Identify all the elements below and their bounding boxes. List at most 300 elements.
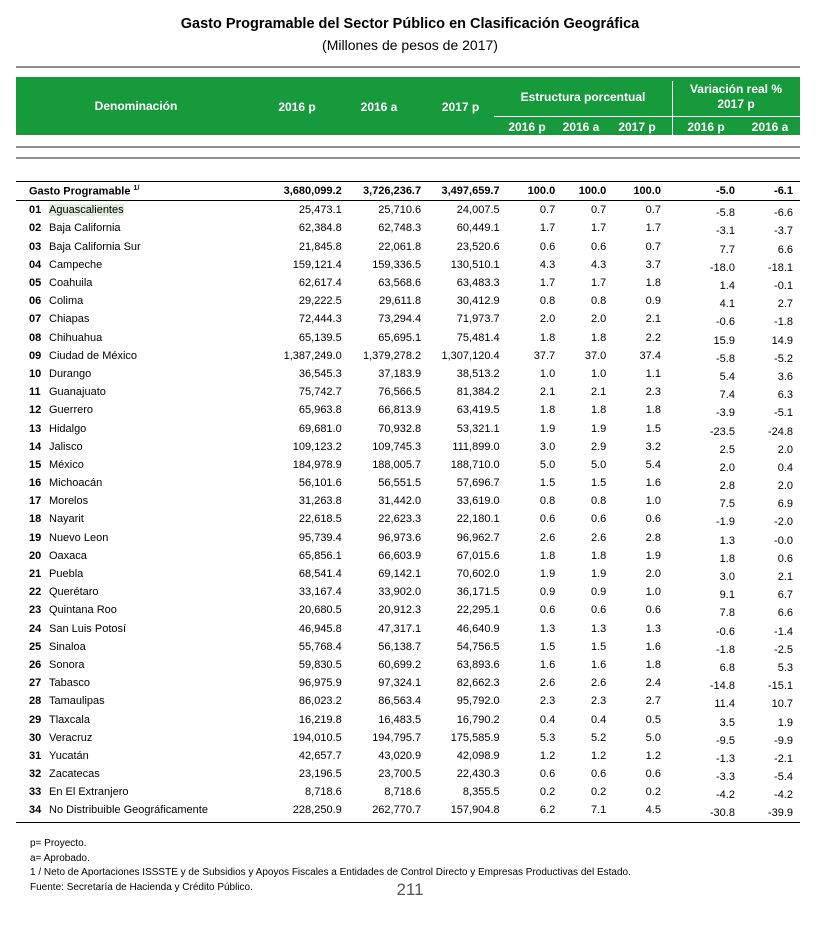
row-name: Tabasco	[49, 677, 90, 690]
row-name: Morelos	[49, 495, 89, 508]
cell-var-2016a	[735, 783, 800, 801]
header-estructura: Estructura porcentual	[520, 90, 646, 104]
table-row	[16, 329, 800, 347]
cell-2016a: 31,442.0	[378, 495, 422, 508]
cell-pct-2016p: 0.8	[539, 295, 556, 308]
cell-pct-2016p: 1.5	[539, 640, 556, 653]
cell-pct-2016p: 6.2	[539, 804, 556, 817]
cell-var-2016p-value: -1.9	[716, 516, 735, 529]
cell-2016a: 43,020.9	[378, 749, 422, 762]
row-name-cell	[16, 401, 262, 419]
row-name: Colima	[49, 295, 84, 308]
table-row	[16, 438, 800, 456]
cell-var-2016a	[735, 801, 800, 819]
row-name: Oaxaca	[49, 549, 87, 562]
header-variacion	[672, 82, 800, 112]
cell-pct-2016a: 0.6	[591, 513, 607, 526]
cell-2016a: 8,718.6	[384, 786, 422, 799]
table-row	[16, 656, 800, 674]
cell-pct-2016p: 2.6	[539, 677, 556, 690]
cell-var-2016a-value: 2.0	[777, 480, 793, 493]
cell-var-2016a	[735, 238, 800, 256]
cell-2017p: 42,098.9	[456, 749, 500, 762]
table-row	[16, 347, 800, 365]
total-var-2016a: -6.1	[735, 182, 800, 201]
cell-pct-2016a: 2.0	[591, 313, 607, 326]
cell-pct-2017p: 4.5	[645, 804, 661, 817]
cell-var-2016p-value: -23.5	[709, 425, 735, 438]
row-name-cell	[16, 256, 262, 274]
cell-var-2016a	[735, 529, 800, 547]
row-name: Chiapas	[49, 313, 90, 326]
cell-pct-2016a: 0.8	[591, 495, 607, 508]
row-name: No Distribuible Geográficamente	[49, 804, 208, 817]
cell-var-2016a	[735, 329, 800, 347]
cell-2017p: 63,419.5	[456, 404, 500, 417]
cell-2016p: 22,618.5	[298, 513, 342, 526]
cell-var-2016p	[661, 601, 735, 619]
cell-var-2016p-value: -3.1	[716, 225, 735, 238]
cell-var-2016p-value: 1.8	[719, 552, 735, 565]
cell-var-2016p-value: 2.0	[719, 461, 735, 474]
cell-pct-2017p: 1.6	[645, 640, 661, 653]
cell-2016a: 96,973.6	[378, 531, 422, 544]
row-name-cell	[16, 238, 262, 256]
cell-var-2016p	[661, 274, 735, 292]
cell-pct-2016a: 2.9	[591, 440, 607, 453]
cell-2016p: 228,250.9	[292, 804, 342, 817]
cell-pct-2016p: 37.7	[533, 349, 556, 362]
cell-2017p: 96,962.7	[456, 531, 500, 544]
cell-var-2016p	[661, 765, 735, 783]
cell-pct-2016p: 2.6	[539, 531, 556, 544]
row-name-cell	[16, 365, 262, 383]
cell-var-2016p	[661, 529, 735, 547]
cell-2016p: 1,387,249.0	[283, 349, 342, 362]
row-name: Sonora	[49, 658, 85, 671]
cell-2017p: 81,384.2	[456, 386, 500, 399]
header-2016p: 2016 p	[278, 100, 316, 114]
cell-var-2016a	[735, 765, 800, 783]
cell-var-2016p	[661, 456, 735, 474]
table-row	[16, 547, 800, 565]
row-number: 16	[29, 477, 42, 490]
cell-2016a: 73,294.4	[378, 313, 422, 326]
cell-pct-2016p: 1.5	[539, 477, 556, 490]
cell-2016a: 56,551.5	[378, 477, 422, 490]
cell-2016p: 86,023.2	[298, 695, 342, 708]
row-name-cell	[16, 765, 262, 783]
cell-var-2016p-value: 7.7	[719, 243, 735, 256]
table-header	[16, 77, 800, 135]
cell-var-2016a	[735, 620, 800, 638]
row-name: Chihuahua	[49, 331, 103, 344]
cell-var-2016p	[661, 747, 735, 765]
cell-pct-2016p: 1.9	[539, 568, 556, 581]
table-row	[16, 419, 800, 437]
cell-var-2016a-value: -0.0	[774, 534, 793, 547]
cell-pct-2017p: 1.0	[645, 586, 661, 599]
mid-rule-1	[16, 146, 800, 148]
cell-pct-2016p: 1.8	[539, 549, 556, 562]
row-name-cell	[16, 656, 262, 674]
cell-var-2016a	[735, 201, 800, 220]
row-number: 15	[29, 458, 42, 471]
cell-pct-2016p: 0.6	[539, 604, 556, 617]
table-row	[16, 201, 800, 220]
cell-pct-2017p: 0.6	[645, 604, 661, 617]
top-rule	[16, 66, 800, 68]
row-name: Nayarit	[49, 513, 84, 526]
row-name-cell	[16, 565, 262, 583]
subheader-2017p: 2017 p	[618, 120, 656, 134]
cell-2017p: 71,973.7	[456, 313, 500, 326]
cell-pct-2017p: 5.0	[645, 731, 661, 744]
cell-pct-2016a: 0.8	[591, 295, 607, 308]
row-number: 02	[29, 222, 42, 235]
row-name-cell	[16, 583, 262, 601]
cell-2016p: 159,121.4	[292, 258, 342, 271]
cell-2017p: 70,602.0	[456, 568, 500, 581]
cell-2016p: 8,718.6	[305, 786, 342, 799]
cell-2017p: 22,180.1	[456, 513, 500, 526]
cell-var-2016a-value: -4.2	[774, 789, 793, 802]
cell-var-2016p-value: -18.0	[709, 261, 735, 274]
cell-var-2016a-value: 6.7	[777, 589, 793, 602]
row-number: 28	[29, 695, 42, 708]
row-name: Querétaro	[49, 586, 99, 599]
row-number: 03	[29, 240, 42, 253]
cell-var-2016p	[661, 329, 735, 347]
cell-var-2016p-value: -5.8	[716, 352, 735, 365]
cell-2016p: 31,263.8	[298, 495, 342, 508]
cell-2017p: 54,756.5	[456, 640, 500, 653]
table-row	[16, 510, 800, 528]
header-denominacion: Denominación	[94, 99, 178, 113]
cell-var-2016p	[661, 801, 735, 819]
cell-2016p: 65,856.1	[298, 549, 342, 562]
cell-var-2016a	[735, 547, 800, 565]
cell-var-2016p	[661, 565, 735, 583]
row-name-cell	[16, 547, 262, 565]
cell-2016a: 33,902.0	[378, 586, 422, 599]
cell-2016p: 69,681.0	[298, 422, 342, 435]
cell-var-2016p	[661, 365, 735, 383]
cell-2017p: 8,355.5	[462, 786, 500, 799]
total-pct-2016a: 100.0	[555, 182, 606, 201]
cell-pct-2016p: 0.6	[539, 513, 556, 526]
table-row	[16, 456, 800, 474]
cell-2016a: 66,813.9	[378, 404, 422, 417]
table-row	[16, 256, 800, 274]
cell-pct-2016a: 5.2	[591, 731, 607, 744]
cell-var-2016a	[735, 347, 800, 365]
cell-var-2016a-value: 6.6	[777, 607, 793, 620]
cell-2016a: 29,611.8	[379, 295, 422, 308]
cell-2016p: 65,139.5	[298, 331, 342, 344]
cell-pct-2017p: 2.3	[645, 386, 661, 399]
cell-pct-2016a: 1.6	[591, 658, 607, 671]
cell-var-2016p	[661, 674, 735, 692]
cell-2016p: 62,384.8	[298, 222, 342, 235]
cell-var-2016p-value: 7.5	[719, 498, 735, 511]
row-number: 33	[29, 786, 42, 799]
cell-2016a: 66,603.9	[378, 549, 422, 562]
cell-var-2016p-value: 6.8	[719, 661, 735, 674]
cell-2016a: 16,483.5	[378, 713, 422, 726]
subheader-var-2016a: 2016 a	[751, 120, 789, 134]
cell-pct-2016p: 2.0	[539, 313, 556, 326]
row-number: 34	[29, 804, 42, 817]
cell-2016a: 22,623.3	[378, 513, 422, 526]
cell-var-2016p	[661, 256, 735, 274]
cell-pct-2017p: 3.2	[645, 440, 661, 453]
row-number: 19	[29, 531, 42, 544]
cell-pct-2016a: 4.3	[591, 258, 607, 271]
row-name-cell	[16, 310, 262, 328]
cell-2016p: 68,541.4	[298, 568, 342, 581]
cell-2017p: 38,513.2	[456, 367, 500, 380]
row-name-cell	[16, 729, 262, 747]
cell-var-2016a-value: 0.6	[777, 552, 793, 565]
cell-var-2016a	[735, 656, 800, 674]
cell-var-2016p-value: 3.5	[719, 716, 735, 729]
row-name-cell	[16, 492, 262, 510]
cell-pct-2016p: 1.9	[539, 422, 556, 435]
cell-var-2016p	[661, 201, 735, 220]
cell-2016p: 29,222.5	[298, 295, 342, 308]
cell-pct-2016p: 3.0	[539, 440, 556, 453]
cell-var-2016p	[661, 510, 735, 528]
cell-pct-2016a: 0.9	[591, 586, 607, 599]
cell-var-2016p	[661, 419, 735, 437]
bottom-rule	[16, 822, 800, 823]
cell-pct-2016a: 1.5	[591, 640, 607, 653]
cell-2016a: 109,745.3	[372, 440, 422, 453]
table-row	[16, 765, 800, 783]
cell-pct-2017p: 2.8	[645, 531, 661, 544]
cell-2017p: 24,007.5	[456, 204, 500, 217]
cell-var-2016a	[735, 692, 800, 710]
cell-2016p: 59,830.5	[298, 658, 342, 671]
cell-var-2016a-value: 5.3	[777, 661, 793, 674]
total-2017p: 3,497,659.7	[421, 182, 500, 201]
header-divider	[494, 116, 800, 117]
cell-var-2016a	[735, 565, 800, 583]
data-table-body	[16, 182, 800, 820]
cell-2016a: 37,183.9	[378, 367, 422, 380]
cell-2016a: 97,324.1	[378, 677, 422, 690]
cell-pct-2016a: 1.7	[591, 222, 607, 235]
cell-pct-2016p: 1.7	[539, 222, 556, 235]
row-name: Michoacán	[49, 477, 103, 490]
subheader-var-2016p: 2016 p	[687, 120, 725, 134]
cell-var-2016a	[735, 274, 800, 292]
cell-pct-2017p: 1.5	[645, 422, 661, 435]
row-name: Quintana Roo	[49, 604, 117, 617]
cell-var-2016p-value: -1.3	[716, 752, 735, 765]
cell-2017p: 82,662.3	[456, 677, 500, 690]
cell-var-2016a	[735, 401, 800, 419]
cell-var-2016p	[661, 638, 735, 656]
cell-2016a: 62,748.3	[378, 222, 422, 235]
cell-pct-2017p: 1.8	[645, 404, 661, 417]
cell-var-2016p-value: -0.6	[716, 316, 735, 329]
row-name: Ciudad de México	[49, 349, 138, 362]
cell-var-2016a-value: 10.7	[771, 698, 793, 711]
table-row	[16, 492, 800, 510]
cell-var-2016p-value: -1.8	[716, 643, 735, 656]
total-name: Gasto Programable	[29, 185, 131, 198]
cell-var-2016a-value: -3.7	[774, 225, 793, 238]
cell-2016a: 76,566.5	[378, 386, 422, 399]
cell-2016p: 75,742.7	[298, 386, 342, 399]
cell-pct-2016a: 7.1	[591, 804, 607, 817]
cell-pct-2017p: 1.9	[645, 549, 661, 562]
cell-var-2016a	[735, 292, 800, 310]
row-name: Durango	[49, 367, 92, 380]
table-row	[16, 729, 800, 747]
cell-pct-2016p: 0.4	[539, 713, 556, 726]
row-number: 27	[29, 677, 42, 690]
subheader-2016a: 2016 a	[562, 120, 600, 134]
row-number: 22	[29, 586, 42, 599]
row-name-cell	[16, 219, 262, 237]
cell-var-2016p-value: 7.4	[719, 389, 735, 402]
cell-pct-2016p: 0.6	[539, 768, 556, 781]
table-row	[16, 565, 800, 583]
row-number: 09	[29, 349, 42, 362]
cell-2016p: 21,845.8	[298, 240, 342, 253]
header-variacion-line1: Variación real %	[689, 82, 783, 96]
row-name-cell	[16, 419, 262, 437]
cell-pct-2016a: 0.6	[591, 604, 607, 617]
row-name: Tamaulipas	[49, 695, 105, 708]
cell-pct-2017p: 0.9	[645, 295, 661, 308]
row-number: 24	[29, 622, 42, 635]
cell-2016p: 65,963.8	[298, 404, 342, 417]
row-number: 17	[29, 495, 42, 508]
cell-pct-2017p: 1.7	[645, 222, 661, 235]
cell-var-2016a-value: -5.2	[774, 352, 793, 365]
cell-pct-2016a: 1.8	[591, 549, 607, 562]
cell-var-2016a	[735, 219, 800, 237]
table-row	[16, 401, 800, 419]
row-name: Sinaloa	[49, 640, 86, 653]
cell-var-2016a	[735, 583, 800, 601]
row-name-cell	[16, 747, 262, 765]
row-number: 06	[29, 295, 42, 308]
row-name: Coahuila	[49, 277, 93, 290]
cell-2017p: 57,696.7	[456, 477, 500, 490]
cell-var-2016a-value: -9.9	[774, 734, 793, 747]
cell-var-2016p	[661, 620, 735, 638]
cell-var-2016a	[735, 474, 800, 492]
page-title: Gasto Programable del Sector Público en Clasificación Geográfica	[180, 16, 640, 32]
cell-2016p: 96,975.9	[298, 677, 342, 690]
cell-2017p: 188,710.0	[450, 458, 500, 471]
cell-var-2016a	[735, 638, 800, 656]
cell-var-2016a-value: 6.9	[777, 498, 793, 511]
cell-2016p: 33,167.4	[298, 586, 342, 599]
row-name-cell	[16, 474, 262, 492]
cell-pct-2016a: 1.3	[591, 622, 607, 635]
cell-pct-2016a: 1.9	[591, 568, 607, 581]
cell-2017p: 33,619.0	[456, 495, 500, 508]
table-row	[16, 601, 800, 619]
cell-var-2016a-value: -0.1	[774, 280, 793, 293]
row-number: 25	[29, 640, 42, 653]
total-pct-2017p: 100.0	[606, 182, 661, 201]
cell-var-2016p	[661, 729, 735, 747]
cell-var-2016p-value: -0.6	[716, 625, 735, 638]
cell-2016p: 56,101.6	[298, 477, 342, 490]
cell-pct-2016p: 1.0	[539, 367, 556, 380]
cell-var-2016a-value: 14.9	[771, 334, 793, 347]
cell-var-2016p	[661, 583, 735, 601]
cell-pct-2016a: 1.0	[591, 367, 607, 380]
cell-pct-2016p: 0.9	[539, 586, 556, 599]
cell-var-2016p-value: -9.5	[716, 734, 735, 747]
cell-2017p: 60,449.1	[456, 222, 500, 235]
table-row	[16, 474, 800, 492]
cell-var-2016a-value: -18.1	[767, 261, 793, 274]
cell-pct-2016p: 0.7	[539, 204, 556, 217]
row-name-cell	[16, 347, 262, 365]
cell-var-2016a	[735, 456, 800, 474]
row-name-cell	[16, 710, 262, 728]
cell-2016a: 69,142.1	[378, 568, 422, 581]
cell-pct-2017p: 0.6	[645, 768, 661, 781]
row-number: 20	[29, 549, 42, 562]
cell-var-2016a-value: -2.5	[774, 643, 793, 656]
cell-pct-2016a: 1.8	[591, 404, 607, 417]
cell-var-2016a	[735, 674, 800, 692]
cell-2016p: 23,196.5	[298, 768, 342, 781]
cell-pct-2016p: 1.3	[539, 622, 556, 635]
table-row	[16, 310, 800, 328]
cell-pct-2016p: 0.6	[539, 240, 556, 253]
cell-var-2016a-value: 0.4	[777, 461, 793, 474]
cell-pct-2017p: 0.7	[645, 240, 661, 253]
row-name-cell	[16, 674, 262, 692]
cell-var-2016p	[661, 547, 735, 565]
note-aprobado: a= Aprobado.	[30, 852, 90, 864]
cell-pct-2016a: 2.1	[591, 386, 607, 399]
cell-2016p: 55,768.4	[298, 640, 342, 653]
cell-pct-2017p: 37.4	[639, 349, 661, 362]
cell-var-2016p	[661, 401, 735, 419]
cell-pct-2016a: 2.3	[591, 695, 607, 708]
cell-2017p: 157,904.8	[450, 804, 500, 817]
cell-pct-2016a: 1.5	[591, 477, 607, 490]
row-name-cell	[16, 783, 262, 801]
table-row	[16, 638, 800, 656]
row-number: 13	[29, 422, 42, 435]
cell-pct-2016p: 1.7	[539, 277, 556, 290]
cell-2016p: 20,680.5	[298, 604, 342, 617]
cell-var-2016a	[735, 710, 800, 728]
cell-var-2016a-value: -15.1	[767, 680, 793, 693]
cell-var-2016p-value: 2.8	[719, 480, 735, 493]
cell-2016a: 1,379,278.2	[363, 349, 422, 362]
cell-2016a: 23,700.5	[378, 768, 422, 781]
cell-pct-2016a: 0.7	[591, 204, 607, 217]
cell-var-2016p-value: -30.8	[709, 807, 735, 820]
cell-var-2016a-value: -5.1	[774, 407, 793, 420]
row-number: 08	[29, 331, 42, 344]
table-row	[16, 801, 800, 819]
